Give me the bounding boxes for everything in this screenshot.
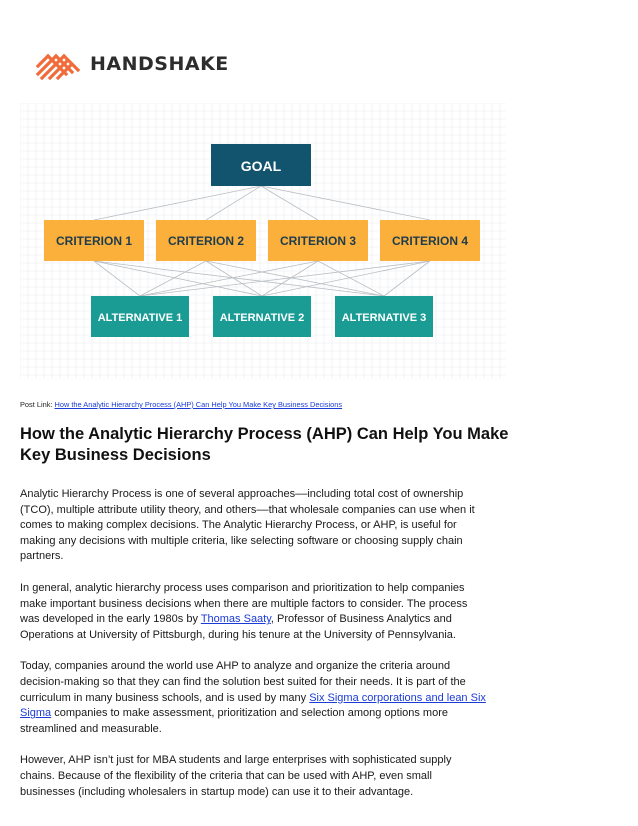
paragraph-3-line-3 [20, 691, 510, 707]
article-title-line-1: How the Analytic Hierarchy Process (AHP) Can Help You Make [20, 425, 509, 443]
six-sigma-link-continued[interactable]: Sigma [20, 707, 52, 720]
paragraph-1-line-1: Analytic Hierarchy Process is one of several approaches––including total cost of ownership [20, 488, 464, 500]
paragraph-4 [20, 753, 510, 800]
alternative-node-1 [91, 296, 189, 337]
paragraph-2-text-after-link: , Professor of Business Analytics and [270, 613, 452, 626]
article-body [20, 487, 510, 816]
post-link-anchor[interactable]: How the Analytic Hierarchy Process (AHP) Can Help You Make Key Business Decisions [54, 400, 343, 409]
connector-line [206, 261, 384, 296]
alternative-label-2: ALTERNATIVE 2 [219, 312, 305, 324]
paragraph-3-line-1: Today, companies around the world use AHP to analyze and organize the criteria around [20, 660, 451, 673]
criterion-label-1: CRITERION 1 [55, 234, 133, 248]
connector-line [140, 261, 318, 296]
thomas-saaty-link[interactable]: Thomas Saaty [200, 613, 271, 626]
article-title-line-2: Key Business Decisions [20, 446, 211, 464]
goal-label: GOAL [240, 158, 282, 174]
paragraph-3-text-after-link: companies to make assessment, prioritization and selection among options more [51, 707, 448, 720]
criterion-node-3 [268, 220, 368, 261]
connector-line [140, 261, 430, 296]
connector-line [94, 261, 384, 296]
paragraph-1-line-3: comes to making complex decisions. The Analytic Hierarchy Process, or AHP, is useful for [20, 519, 457, 532]
criterion-node-4 [380, 220, 480, 261]
paragraph-4-line-3: businesses (including wholesalers in startup mode) can use it to their advantage. [20, 785, 414, 798]
post-link [20, 400, 342, 409]
paragraph-2-line-4: Operations at University of Pittsburgh, during his tenure at the University of Pennsylvania. [20, 628, 456, 641]
connector-line [384, 261, 430, 296]
paragraph-2-line-1: In general, analytic hierarchy process uses comparison and prioritization to help companies [20, 581, 465, 594]
paragraph-2 [20, 581, 510, 643]
alternative-label-1: ALTERNATIVE 1 [97, 312, 183, 324]
paragraph-3-line-2: decision-making so that they can find the solution best suited for their needs. It is part of the [20, 675, 466, 688]
connector-line [318, 261, 384, 296]
criterion-node-1 [44, 220, 144, 261]
paragraph-2-text: was developed in the early 1980s by [20, 613, 201, 626]
goal-node [211, 144, 311, 186]
paragraph-1-line-2: (TCO), multiple attribute utility theory, and others––that wholesale companies can use when it [20, 503, 475, 516]
paragraph-3-line-4 [20, 706, 510, 722]
paragraph-1-line-4: making any decisions with multiple criteria, like selecting software or choosing supply chain [20, 534, 463, 547]
paragraph-3-line-5: streamlined and measurable. [20, 722, 162, 735]
post-link-label: Post Link: [20, 400, 55, 409]
connector-line [94, 261, 140, 296]
handshake-logo-icon [34, 44, 82, 84]
paragraph-4-line-1: However, AHP isn’t just for MBA students and large enterprises with sophisticated supply [20, 754, 452, 767]
paragraph-2-line-2: make important business decisions when there are multiple factors to consider. The process [20, 597, 468, 610]
ahp-diagram-svg [20, 103, 506, 379]
paragraph-3 [20, 659, 510, 737]
criterion-label-3: CRITERION 3 [279, 234, 357, 248]
paragraph-4-line-2: chains. Because of the flexibility of the criteria that can be used with AHP, even small [20, 769, 432, 782]
alternative-node-3 [335, 296, 433, 337]
criterion-node-2 [156, 220, 256, 261]
paragraph-3-text: curriculum in many business schools, and is used by many [20, 691, 310, 704]
article-title [20, 424, 520, 466]
criterion-label-4: CRITERION 4 [391, 234, 469, 248]
criterion-label-2: CRITERION 2 [167, 234, 245, 248]
handshake-logo [34, 42, 229, 86]
ahp-hierarchy-diagram [20, 103, 506, 379]
six-sigma-link[interactable]: Six Sigma corporations and lean Six [309, 691, 486, 704]
paragraph-1-line-5: partners. [20, 550, 64, 563]
diagram-connectors [94, 186, 430, 296]
brand-name: HANDSHAKE [90, 53, 229, 75]
paragraph-1 [20, 487, 510, 565]
alternative-node-2 [213, 296, 311, 337]
paragraph-2-line-3 [20, 612, 510, 628]
alternative-label-3: ALTERNATIVE 3 [341, 312, 427, 324]
